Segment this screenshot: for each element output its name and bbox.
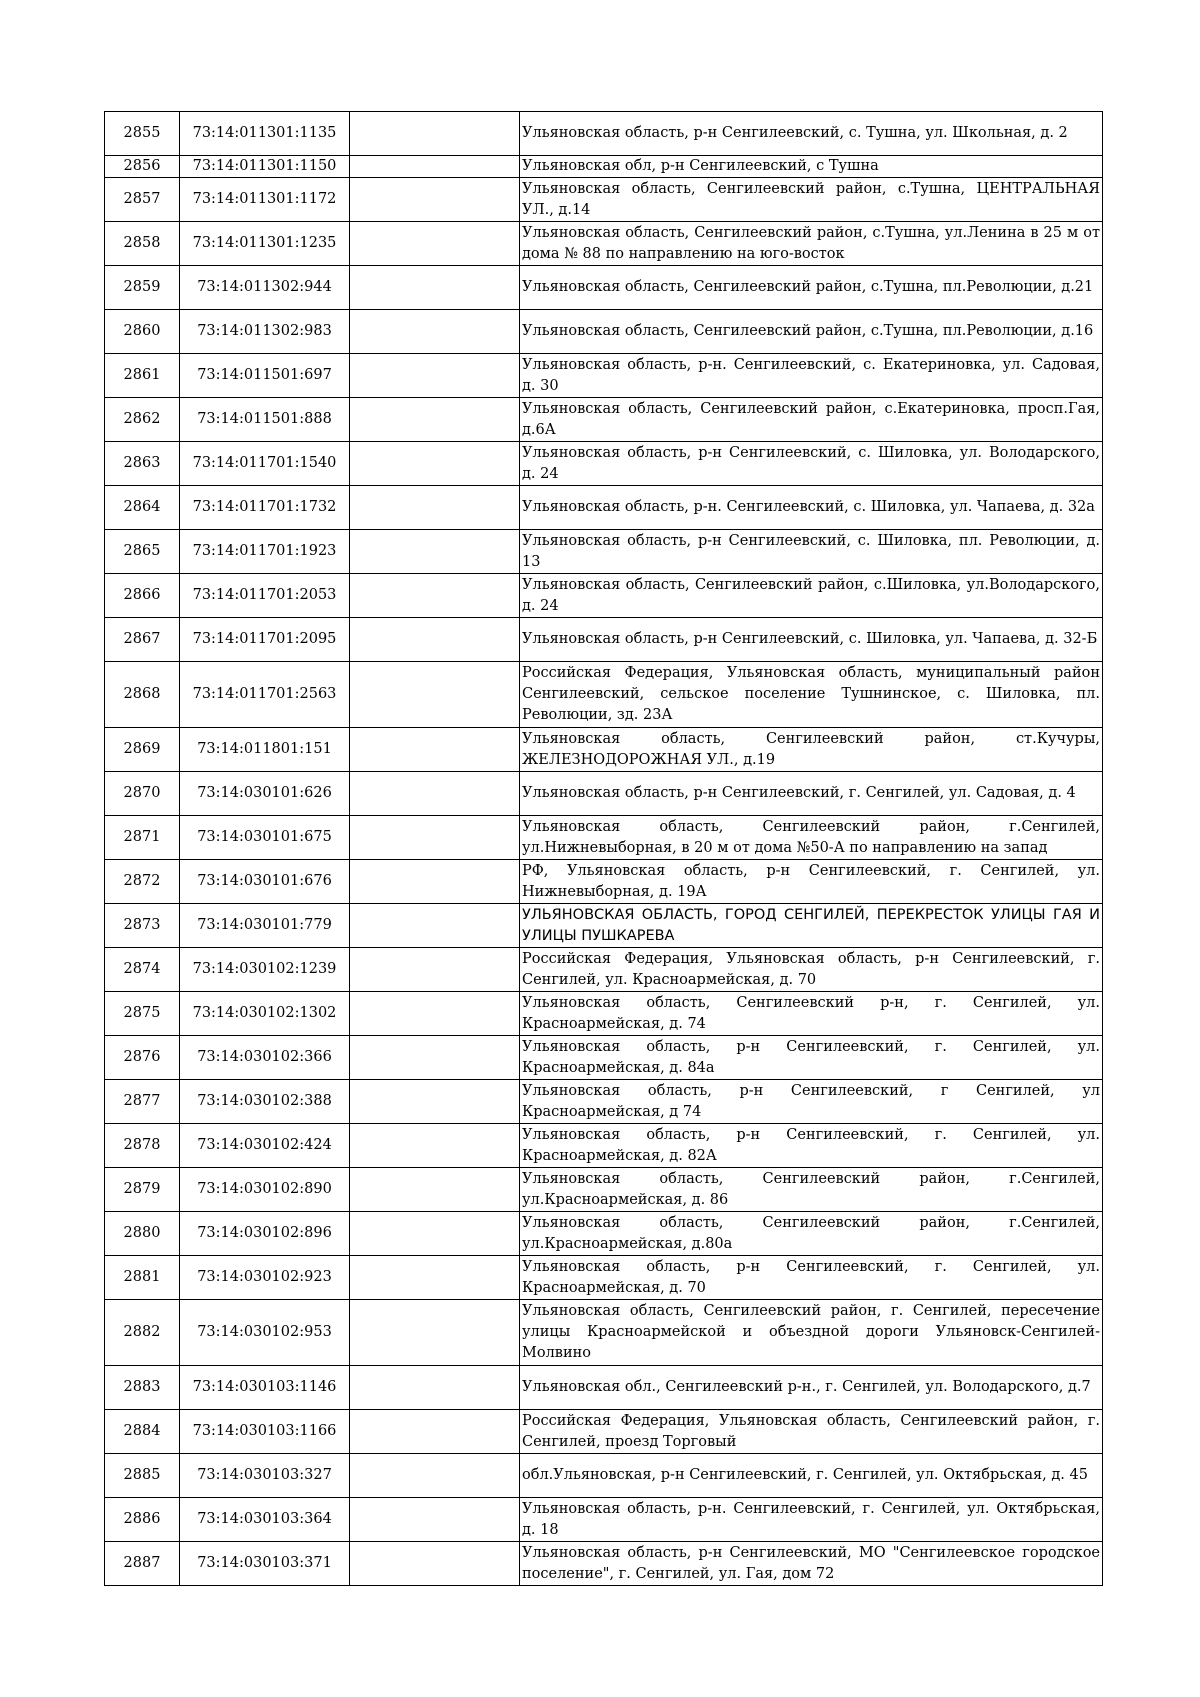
empty-cell — [350, 948, 520, 992]
cadastral-number-cell: 73:14:011301:1172 — [180, 178, 350, 222]
empty-cell — [350, 354, 520, 398]
row-number-cell: 2878 — [105, 1124, 180, 1168]
empty-cell — [350, 618, 520, 662]
table-row — [105, 904, 1103, 948]
address-cell: Ульяновская область, Сенгилеевский район, с.Тушна, пл.Революции, д.16 — [520, 310, 1103, 354]
table-row — [105, 772, 1103, 816]
table-row — [105, 530, 1103, 574]
address-cell: Ульяновская область, Сенгилеевский район, с.Екатериновка, просп.Гая, д.6А — [520, 398, 1103, 442]
table-row — [105, 178, 1103, 222]
row-number-cell: 2857 — [105, 178, 180, 222]
empty-cell — [350, 728, 520, 772]
address-cell: Ульяновская область, р-н Сенгилеевский, МО "Сенгилеевское городское поселение", г. Сенгилей, ул. Гая, дом 72 — [520, 1542, 1103, 1586]
empty-cell — [350, 904, 520, 948]
empty-cell — [350, 310, 520, 354]
cadastral-number-cell: 73:14:011302:983 — [180, 310, 350, 354]
address-cell: Ульяновская область, р-н. Сенгилеевский, с. Шиловка, ул. Чапаева, д. 32а — [520, 486, 1103, 530]
table-row — [105, 816, 1103, 860]
empty-cell — [350, 992, 520, 1036]
row-number-cell: 2866 — [105, 574, 180, 618]
empty-cell — [350, 1454, 520, 1498]
empty-cell — [350, 266, 520, 310]
empty-cell — [350, 442, 520, 486]
empty-cell — [350, 574, 520, 618]
empty-cell — [350, 772, 520, 816]
table-row — [105, 442, 1103, 486]
address-cell: Ульяновская область, р-н Сенгилеевский, с. Шиловка, пл. Революции, д. 13 — [520, 530, 1103, 574]
cadastral-number-cell: 73:14:011801:151 — [180, 728, 350, 772]
table-row — [105, 860, 1103, 904]
empty-cell — [350, 1036, 520, 1080]
empty-cell — [350, 860, 520, 904]
address-cell: Ульяновская область, р-н Сенгилеевский, г. Сенгилей, ул. Красноармейская, д. 70 — [520, 1256, 1103, 1300]
cadastral-number-cell: 73:14:030102:424 — [180, 1124, 350, 1168]
empty-cell — [350, 1498, 520, 1542]
address-cell: Ульяновская область, р-н. Сенгилеевский, г. Сенгилей, ул. Октябрьская, д. 18 — [520, 1498, 1103, 1542]
row-number-cell: 2858 — [105, 222, 180, 266]
address-cell: Ульяновская область, Сенгилеевский район, с.Тушна, пл.Революции, д.21 — [520, 266, 1103, 310]
empty-cell — [350, 398, 520, 442]
empty-cell — [350, 178, 520, 222]
row-number-cell: 2862 — [105, 398, 180, 442]
table-row — [105, 1366, 1103, 1410]
table-row — [105, 1542, 1103, 1586]
address-cell: Ульяновская область, р-н Сенгилеевский, г. Сенгилей, ул. Красноармейская, д. 84а — [520, 1036, 1103, 1080]
row-number-cell: 2874 — [105, 948, 180, 992]
table-row — [105, 1498, 1103, 1542]
table-row — [105, 1410, 1103, 1454]
cadastral-number-cell: 73:14:030101:779 — [180, 904, 350, 948]
address-cell: Российская Федерация, Ульяновская область, Сенгилеевский район, г. Сенгилей, проезд Торговый — [520, 1410, 1103, 1454]
address-cell: Ульяновская область, Сенгилеевский район, г.Сенгилей, ул.Нижневыборная, в 20 м от дома №50-А по направлению на запад — [520, 816, 1103, 860]
cadastral-number-cell: 73:14:011701:1923 — [180, 530, 350, 574]
cadastral-number-cell: 73:14:011701:1732 — [180, 486, 350, 530]
row-number-cell: 2881 — [105, 1256, 180, 1300]
address-cell: Ульяновская область, Сенгилеевский район, с.Тушна, ул.Ленина в 25 м от дома № 88 по направлению на юго-восток — [520, 222, 1103, 266]
row-number-cell: 2855 — [105, 112, 180, 156]
empty-cell — [350, 222, 520, 266]
address-cell: обл.Ульяновская, р-н Сенгилеевский, г. Сенгилей, ул. Октябрьская, д. 45 — [520, 1454, 1103, 1498]
table-row — [105, 574, 1103, 618]
cadastral-number-cell: 73:14:030102:388 — [180, 1080, 350, 1124]
table-row — [105, 486, 1103, 530]
row-number-cell: 2864 — [105, 486, 180, 530]
table-row — [105, 728, 1103, 772]
address-cell: Ульяновская область, Сенгилеевский район, г.Сенгилей, ул.Красноармейская, д. 86 — [520, 1168, 1103, 1212]
cadastral-number-cell: 73:14:011301:1235 — [180, 222, 350, 266]
cadastral-number-cell: 73:14:030103:364 — [180, 1498, 350, 1542]
empty-cell — [350, 662, 520, 728]
cadastral-number-cell: 73:14:030103:371 — [180, 1542, 350, 1586]
empty-cell — [350, 1410, 520, 1454]
cadastral-number-cell: 73:14:030102:896 — [180, 1212, 350, 1256]
empty-cell — [350, 1256, 520, 1300]
table-row — [105, 1256, 1103, 1300]
cadastral-number-cell: 73:14:011701:1540 — [180, 442, 350, 486]
table-row — [105, 354, 1103, 398]
table-row — [105, 266, 1103, 310]
address-cell: Ульяновская область, р-н Сенгилеевский, г. Сенгилей, ул. Садовая, д. 4 — [520, 772, 1103, 816]
table-row — [105, 310, 1103, 354]
cadastral-number-cell: 73:14:011701:2095 — [180, 618, 350, 662]
row-number-cell: 2870 — [105, 772, 180, 816]
row-number-cell: 2863 — [105, 442, 180, 486]
cadastral-number-cell: 73:14:030103:327 — [180, 1454, 350, 1498]
row-number-cell: 2865 — [105, 530, 180, 574]
table-row — [105, 222, 1103, 266]
address-cell: Ульяновская обл., Сенгилеевский р-н., г. Сенгилей, ул. Володарского, д.7 — [520, 1366, 1103, 1410]
empty-cell — [350, 530, 520, 574]
cadastral-number-cell: 73:14:030102:1302 — [180, 992, 350, 1036]
cadastral-number-cell: 73:14:011302:944 — [180, 266, 350, 310]
empty-cell — [350, 1300, 520, 1366]
cadastral-number-cell: 73:14:030103:1146 — [180, 1366, 350, 1410]
cadastral-number-cell: 73:14:030102:366 — [180, 1036, 350, 1080]
address-cell: Ульяновская область, р-н. Сенгилеевский, с. Екатериновка, ул. Садовая, д. 30 — [520, 354, 1103, 398]
table-row — [105, 1124, 1103, 1168]
table-row — [105, 1168, 1103, 1212]
address-cell: Ульяновская область, р-н Сенгилеевский, с. Шиловка, ул. Чапаева, д. 32-Б — [520, 618, 1103, 662]
empty-cell — [350, 1542, 520, 1586]
empty-cell — [350, 156, 520, 178]
empty-cell — [350, 1212, 520, 1256]
row-number-cell: 2871 — [105, 816, 180, 860]
row-number-cell: 2884 — [105, 1410, 180, 1454]
cadastral-number-cell: 73:14:030102:890 — [180, 1168, 350, 1212]
address-cell: Ульяновская область, Сенгилеевский район, г.Сенгилей, ул.Красноармейская, д.80а — [520, 1212, 1103, 1256]
row-number-cell: 2876 — [105, 1036, 180, 1080]
table-row — [105, 1080, 1103, 1124]
row-number-cell: 2882 — [105, 1300, 180, 1366]
row-number-cell: 2886 — [105, 1498, 180, 1542]
cadastral-number-cell: 73:14:011701:2563 — [180, 662, 350, 728]
address-cell: Ульяновская область, р-н Сенгилеевский, с. Шиловка, ул. Володарского, д. 24 — [520, 442, 1103, 486]
address-cell: РФ, Ульяновская область, р-н Сенгилеевский, г. Сенгилей, ул. Нижневыборная, д. 19А — [520, 860, 1103, 904]
registry-table — [104, 111, 1103, 1586]
cadastral-number-cell: 73:14:030101:626 — [180, 772, 350, 816]
row-number-cell: 2883 — [105, 1366, 180, 1410]
table-row — [105, 618, 1103, 662]
table-row — [105, 1300, 1103, 1366]
address-cell: Ульяновская область, Сенгилеевский район, ст.Кучуры, ЖЕЛЕЗНОДОРОЖНАЯ УЛ., д.19 — [520, 728, 1103, 772]
table-row — [105, 992, 1103, 1036]
address-cell: Российская Федерация, Ульяновская область, муниципальный район Сенгилеевский, сельское поселение Тушнинское, с. Шиловка, пл. Революции, зд. 23А — [520, 662, 1103, 728]
table-row — [105, 1454, 1103, 1498]
cadastral-number-cell: 73:14:011501:888 — [180, 398, 350, 442]
cadastral-number-cell: 73:14:011701:2053 — [180, 574, 350, 618]
cadastral-number-cell: 73:14:030103:1166 — [180, 1410, 350, 1454]
empty-cell — [350, 816, 520, 860]
empty-cell — [350, 1168, 520, 1212]
address-cell: Ульяновская область, р-н Сенгилеевский, с. Тушна, ул. Школьная, д. 2 — [520, 112, 1103, 156]
address-cell: Российская Федерация, Ульяновская область, р-н Сенгилеевский, г. Сенгилей, ул. Красноармейская, д. 70 — [520, 948, 1103, 992]
cadastral-number-cell: 73:14:030101:675 — [180, 816, 350, 860]
address-cell: Ульяновская область, р-н Сенгилеевский, г. Сенгилей, ул. Красноармейская, д. 82А — [520, 1124, 1103, 1168]
address-cell: Ульяновская область, Сенгилеевский район, г. Сенгилей, пересечение улицы Красноармейской и объездной дороги Ульяновск-Сенгилей-Молвино — [520, 1300, 1103, 1366]
row-number-cell: 2885 — [105, 1454, 180, 1498]
row-number-cell: 2856 — [105, 156, 180, 178]
row-number-cell: 2860 — [105, 310, 180, 354]
address-cell: Ульяновская область, Сенгилеевский р-н, г. Сенгилей, ул. Красноармейская, д. 74 — [520, 992, 1103, 1036]
row-number-cell: 2869 — [105, 728, 180, 772]
row-number-cell: 2873 — [105, 904, 180, 948]
row-number-cell: 2877 — [105, 1080, 180, 1124]
table-row — [105, 398, 1103, 442]
table-row — [105, 112, 1103, 156]
table-row — [105, 1212, 1103, 1256]
table-row — [105, 156, 1103, 178]
empty-cell — [350, 1366, 520, 1410]
cadastral-number-cell: 73:14:030101:676 — [180, 860, 350, 904]
empty-cell — [350, 1080, 520, 1124]
cadastral-number-cell: 73:14:011501:697 — [180, 354, 350, 398]
empty-cell — [350, 112, 520, 156]
cadastral-number-cell: 73:14:011301:1135 — [180, 112, 350, 156]
row-number-cell: 2887 — [105, 1542, 180, 1586]
table-row — [105, 948, 1103, 992]
table-row — [105, 662, 1103, 728]
row-number-cell: 2868 — [105, 662, 180, 728]
row-number-cell: 2867 — [105, 618, 180, 662]
empty-cell — [350, 486, 520, 530]
row-number-cell: 2879 — [105, 1168, 180, 1212]
cadastral-number-cell: 73:14:030102:953 — [180, 1300, 350, 1366]
registry-body — [105, 112, 1103, 1586]
cadastral-number-cell: 73:14:030102:923 — [180, 1256, 350, 1300]
row-number-cell: 2861 — [105, 354, 180, 398]
cadastral-number-cell: 73:14:011301:1150 — [180, 156, 350, 178]
address-cell: Ульяновская область, р-н Сенгилеевский, г Сенгилей, ул Красноармейская, д 74 — [520, 1080, 1103, 1124]
address-cell: Ульяновская область, Сенгилеевский район, с.Тушна, ЦЕНТРАЛЬНАЯ УЛ., д.14 — [520, 178, 1103, 222]
address-cell: Ульяновская область, Сенгилеевский район, с.Шиловка, ул.Володарского, д. 24 — [520, 574, 1103, 618]
address-cell: УЛЬЯНОВСКАЯ ОБЛАСТЬ, ГОРОД СЕНГИЛЕЙ, ПЕРЕКРЕСТОК УЛИЦЫ ГАЯ И УЛИЦЫ ПУШКАРЕВА — [520, 904, 1103, 948]
cadastral-number-cell: 73:14:030102:1239 — [180, 948, 350, 992]
row-number-cell: 2859 — [105, 266, 180, 310]
row-number-cell: 2880 — [105, 1212, 180, 1256]
table-row — [105, 1036, 1103, 1080]
row-number-cell: 2872 — [105, 860, 180, 904]
empty-cell — [350, 1124, 520, 1168]
row-number-cell: 2875 — [105, 992, 180, 1036]
address-cell: Ульяновская обл, р-н Сенгилеевский, с Тушна — [520, 156, 1103, 178]
